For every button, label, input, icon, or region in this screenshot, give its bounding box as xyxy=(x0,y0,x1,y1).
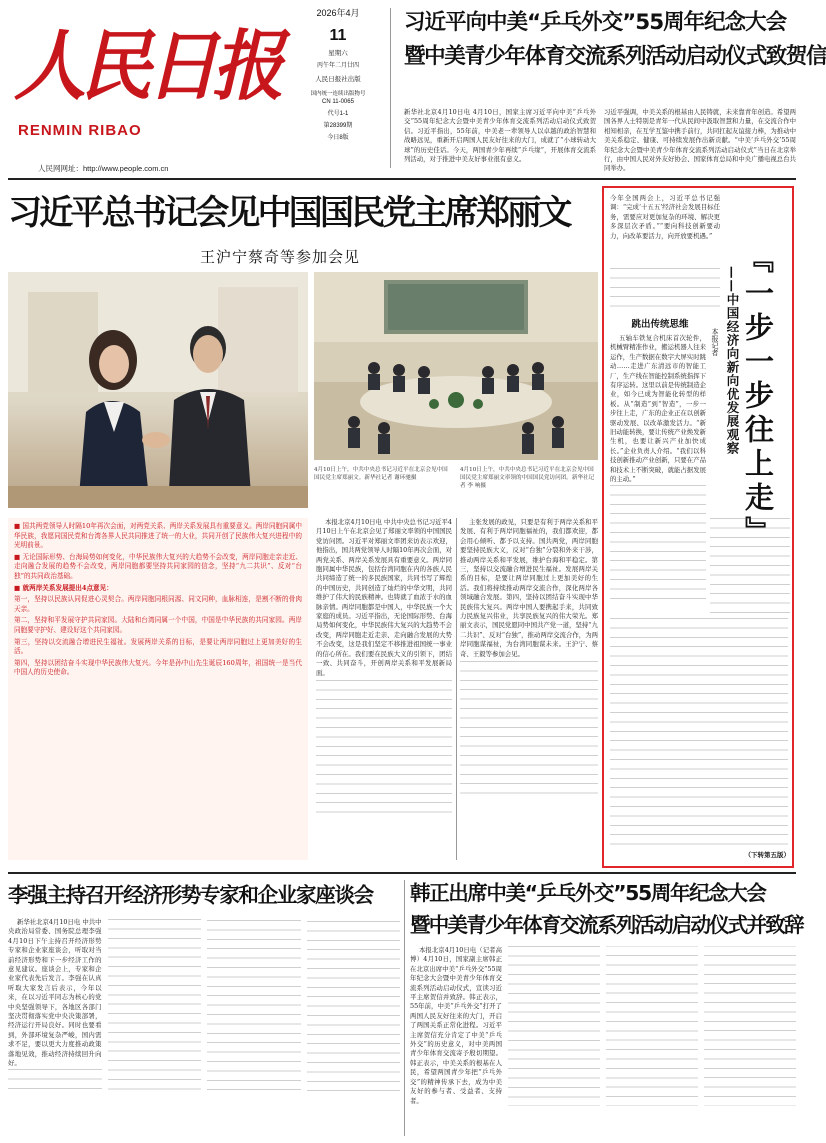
bottom-right-body xyxy=(410,946,796,1136)
masthead-bottom-rule xyxy=(8,178,796,180)
main-lede xyxy=(8,518,308,860)
page-count: 今日8版 xyxy=(327,135,349,141)
issue-number: 第28399期 xyxy=(323,123,353,129)
lunar-date: 丙午年二月廿四 xyxy=(316,63,359,69)
top-story-headline-1[interactable]: 习近平向中美“乒乓外交”55周年纪念大会 xyxy=(404,10,787,35)
main-body-col-1 xyxy=(316,518,452,860)
sidebar-intro: 今年全国两会上，习近平总书记强调：“完成‘十五五’经济社会发展目标任务，需要应对更加复杂的环境、解决更多深层次矛盾。”“要向科技创新要动力，向改革要活力，向开放要机遇。” xyxy=(610,194,720,240)
date-day: 11 xyxy=(329,27,347,44)
main-body-col-2-text: 主张发展的政见，只要是有利于两岸关系和平发展、有利于两岸同胞福祉的，我们都欢迎，都会用心倾听、都予以支持。国共两党，两岸同胞要坚持民族大义，反对“台独”分裂和外来干涉，推动两岸关系和平发展，维护台海和平稳定。第三，坚持以交流融合增进民生福祉。发展两岸关系的目标，是要让两岸同胞过上更加美好的生活。我们将持续推动两岸交流合作，深化两岸各领域融合发展。第四，坚持以团结奋斗实现中华民族伟大复兴。两岸中国人要携起手来，共同致力民族复兴伟业，共享民族复兴的伟大荣光。郑丽文表示，国民党愿同中国共产党一道，坚持“九二共识”、反对“台独”，推动两岸交流合作，为两岸同胞谋福祉，为台湾同胞谋未来。王沪宁、蔡奇、王毅等参加会见。 xyxy=(460,518,598,658)
masthead-title: 人民日报 xyxy=(14,20,279,111)
main-body-rule xyxy=(456,518,457,860)
cn-label: 国内统一连续出版物号 xyxy=(310,91,366,97)
bottom-right-headline-2[interactable]: 暨中美青少年体育交流系列活动启动仪式并致辞 xyxy=(410,913,803,937)
publisher: 人民日报社出版 xyxy=(315,76,361,83)
top-story-headline-2[interactable]: 暨中美青少年体育交流系列活动启动仪式致贺信 xyxy=(404,44,826,69)
main-headline[interactable]: 习近平总书记会见中国国民党主席郑丽文 xyxy=(8,193,570,233)
main-bottom-rule xyxy=(8,872,796,874)
sidebar-byline: 本报记者 xyxy=(711,328,719,356)
sidebar-feature xyxy=(602,186,794,868)
sidebar-intro-lines xyxy=(610,268,720,308)
top-story-col-2: 习近平强调，中美关系的根基由人民铸就，未来靠青年创造。希望两国各界人士特别是青年一代从民间中汲取智慧和力量，在交流合作中相知相亲，在互学互鉴中携手前行，共同扛起友谊接力棒，为推动中美关系稳定、健康、可持续发展作出新贡献。“中美‘乒乓外交’55周年纪念大会暨中美青少年体育交流系列活动启动仪式”当日在北京举行，由中国人民对外友好协会、国家体育总局和中央广播电视总台共同举办。 xyxy=(604,108,796,173)
sidebar-body-c-lines xyxy=(610,618,788,846)
lede-para-4: 第一，坚持以民族认同促进心灵契合。两岸同胞同根同源、同文同种，血脉相连，是割不断的骨肉天亲。 xyxy=(14,595,302,613)
masthead-pinyin: RENMIN RIBAO xyxy=(18,122,142,139)
main-body-col-1-text: 本报北京4月10日电 中共中央总书记习近平4月10日上午在北京会见了郑丽文率领的中国国民党访问团。习近平对郑丽文率团来访表示欢迎，他指出，国共两党领导人时隔10年再次会面，对两党关系、两岸关系发展具有重要意义。两岸同胞同属中华民族，包括台湾同胞在内的各族人民共同缔造了统一的多民族国家，共同书写了辉煌的中国历史，共同创造了灿烂的中华文明，共同维护了伟大的民族精神。也铸就了血浓于水的血脉亲情。两岸同胞都是中国人，中华民族一个大家庭的成员。习近平指出，无论国际形势、台海局势如何变化，中华民族伟大复兴的大趋势不会改变，两岸同胞走近走亲、走向融合发展的大势不会改变，这是我们坚定不移推进祖国统一事业的信心所在。我们要在民族大义的引领下，团结一致、共同奋斗，开创两岸关系和平发展新局面。 xyxy=(316,518,452,677)
sidebar-section-title: 跳出传统思维 xyxy=(631,319,689,330)
date-year-month: 2026年4月 xyxy=(316,8,360,18)
main-photo-handshake xyxy=(8,272,308,508)
handshake-photo-icon xyxy=(8,272,308,508)
website-url[interactable]: 人民网网址：http://www.people.com.cn xyxy=(38,164,169,173)
bottom-right-body-text: 本报北京4月10日电（记者高博）4月10日，国家副主席韩正在北京出席中美“乒乓外交”55周年纪念大会暨中美青少年体育交流系列活动启动仪式，宣读习近平主席贺信并致辞。韩正表示，55年前，中美“乒乓外交”打开了两国人民友好往来的大门，开启了两国关系正常化进程。习近平主席贺信充分肯定了中美“乒乓外交”的历史意义，对中美两国青少年体育交流寄予殷切期望。韩正表示，中美关系的根基在人民，希望两国青少年把“乒乓外交”的精神传承下去，成为中美友好的参与者、受益者、支持者。 xyxy=(410,946,502,1105)
meeting-photo-icon xyxy=(314,272,598,460)
sidebar-body-b-lines xyxy=(710,518,790,618)
cn-number: CN 11-0065 xyxy=(322,99,354,105)
lede-para-7: 第四，坚持以团结奋斗实现中华民族伟大复兴。今年是孙中山先生诞辰160周年，祖国统一是当代中国人的历史使命。 xyxy=(14,658,302,677)
sidebar-body-b xyxy=(710,518,790,618)
photo-2-caption: 4月10日上午，中共中央总书记习近平在北京会见中国国民党主席郑丽文率领的中国国民党访问团。新华社记者 李 响摄 xyxy=(460,467,595,489)
weekday: 星期六 xyxy=(328,50,348,57)
sidebar-vertical-subtitle: ——中国经济向新向优发展观察 xyxy=(725,266,740,455)
bottom-left-headline[interactable]: 李强主持召开经济形势专家和企业家座谈会 xyxy=(8,883,373,907)
bottom-left-body-text: 新华社北京4月10日电 中共中央政治局常委、国务院总理李强4月10日下午主持召开经济形势专家和企业家座谈会，听取对当前经济形势和下一步经济工作的意见建议。座谈会上，专家和企业家代表先后发言。李强在认真听取大家发言后表示，今年以来，在以习近平同志为核心的党中央坚强领导下，各地区各部门坚决贯彻落实党中央决策部署，经济运行开局良好。同时也要看到，外部环境复杂严峻，国内需求不足，要以更大力度推动政策落地见效，推动经济持续回升向好。 xyxy=(8,918,102,1068)
lede-para-5: 第二，坚持和平发展守护共同家园。大陆和台湾同属一个中国，中国是中华民族的共同家园。两岸同胞要守护好、建设好这个共同家园。 xyxy=(14,616,302,634)
bottom-right-headline-1[interactable]: 韩正出席中美“乒乓外交”55周年纪念大会 xyxy=(410,881,766,905)
sidebar-body-a xyxy=(610,334,706,614)
lede-para-3: ■ 就两岸关系发展提出4点意见： xyxy=(14,583,113,592)
issue-code: 代号1-1 xyxy=(327,111,349,117)
sidebar-vertical-title[interactable]: 『一步一步往上走』 xyxy=(741,244,775,550)
lede-para-1: ■ 国共两党领导人时隔10年再次会面，对两党关系、两岸关系发展具有重要意义。两岸同胞同属中华民族，我愿同国民党和台湾各界人民共同推进了统一的大业，共同开创了民族伟大复兴进程中的光明前景。 xyxy=(14,522,302,550)
main-body-col-1-continuation xyxy=(316,680,452,820)
bottom-left-body xyxy=(8,918,400,1134)
main-subhead: 王沪宁蔡奇等参加会见 xyxy=(200,248,361,266)
sidebar-intro-cont xyxy=(610,268,720,308)
lede-para-6: 第三，坚持以交流融合增进民生福祉。发展两岸关系的目标，是要让两岸同胞过上更加美好的生活。 xyxy=(14,637,302,656)
main-body-col-2 xyxy=(460,518,598,860)
bottom-divider xyxy=(404,880,405,1136)
main-photo-meeting xyxy=(314,272,598,460)
sidebar-continued[interactable]: （下转第五版） xyxy=(744,851,790,859)
lede-para-2: ■ 无论国际形势、台海局势如何变化，中华民族伟大复兴的大趋势不会改变，两岸同胞走亲走近、走向融合发展的趋势不会改变，两岸同胞都要坚持共同家园的信念，坚持“九二共识”、反对“台独”的共同政治基础。 xyxy=(14,552,302,580)
main-body-col-2-continuation xyxy=(460,661,598,801)
top-story-col-1: 新华社北京4月10日电 4月10日，国家主席习近平向中美“乒乓外交”55周年纪念大会暨中美青少年体育交流系列活动启动仪式致贺信。习近平指出，55年前，中美老一辈领导人以卓越的政治智慧和战略远见，重新开启两国人民友好往来的大门，成就了“小球转动大球”的历史佳话。今天，两国青少年再续“乒乓缘”，开展体育交流系列活动，对于推进中美友好事业很有意义。 xyxy=(404,108,596,164)
date-panel xyxy=(300,4,376,168)
photo-1-caption: 4月10日上午，中共中央总书记习近平在北京会见中国国民党主席郑丽文。新华社记者 谢环驰摄 xyxy=(314,467,448,481)
date-panel-rule xyxy=(390,8,391,168)
sidebar-body-c xyxy=(610,618,788,846)
sidebar-body-text: 五轴车铁复合机床首次轮件，机械臂精准作业，搬运机器人往来运作，生产数据在数字大屏实时跳动……走进广东清远市的智能工厂，生产线在智能控制系统指挥下有序运转。这里以前是传统制造企业，如今已成为智能化转型的样板。从“制造”到“智造”，一步一步往上走，广东的企业正在以创新驱动发展、以改革激发活力。“新旧动能转换，要让传统产业焕发新生机，也要让新兴产业加快成长。”企业负责人介绍。“我们以科技创新推动产业创新，只要在产品和技术上不断突破，就能占据发展的主动。” xyxy=(610,334,706,484)
sidebar-body-a-lines xyxy=(610,485,706,605)
